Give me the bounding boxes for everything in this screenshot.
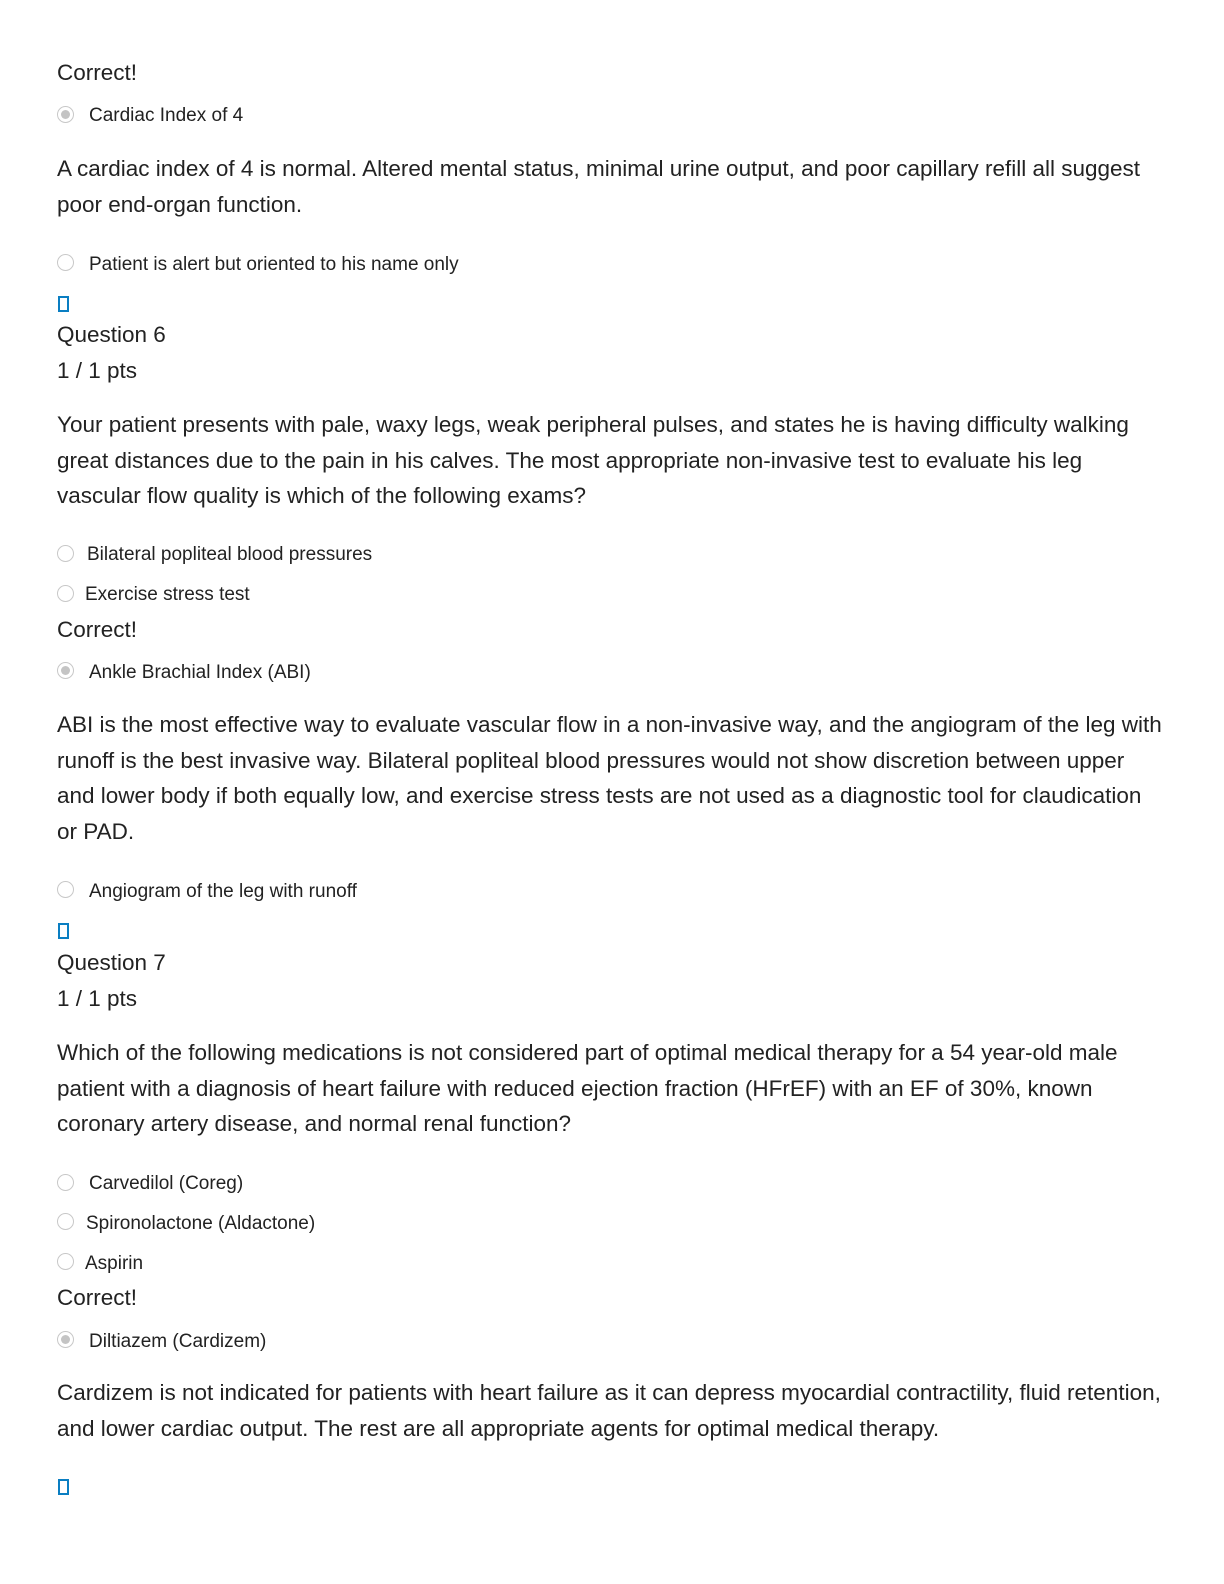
answer-feedback: ABI is the most effective way to evaluate vascular flow in a non-invasive way, and the angiogram of the leg with runoff is the best invasive way. Bilateral popliteal blood pressures would not show discretion between upper and lower body if both equally low, and exercise stress tests are not used as a diagnostic tool for claudication or PAD.	[57, 712, 1162, 844]
question-title: Question 7	[57, 950, 166, 975]
answer-option: Angiogram of the leg with runoff	[89, 881, 357, 902]
answer-feedback: A cardiac index of 4 is normal. Altered mental status, minimal urine output, and poor capillary refill all suggest poor end-organ function.	[57, 156, 1141, 217]
answer-option: Spironolactone (Aldactone)	[86, 1213, 316, 1234]
question-points: 1 / 1 pts	[57, 986, 138, 1011]
question-prompt: Which of the following medications is not considered part of optimal medical therapy for a 54 year-old male patient with a diagnosis of heart failure with reduced ejection fraction (HFrEF) with an EF of 30%, known coronary artery disease, and normal renal function?	[57, 1040, 1118, 1136]
radio-button-selected-icon[interactable]	[57, 106, 74, 123]
answer-option: Patient is alert but oriented to his name only	[89, 254, 459, 275]
question-title: Question 6	[57, 322, 166, 347]
question-points: 1 / 1 pts	[57, 358, 138, 383]
answer-option: Bilateral popliteal blood pressures	[87, 544, 373, 565]
flag-question-icon[interactable]	[58, 296, 69, 312]
answer-option-selected: Cardiac Index of 4	[89, 105, 244, 126]
radio-button-icon[interactable]	[57, 1174, 74, 1191]
radio-button-icon[interactable]	[57, 545, 74, 562]
answer-feedback: Cardizem is not indicated for patients with heart failure as it can depress myocardial contractility, fluid retention, and lower cardiac output. The rest are all appropriate agents for optimal medical therapy.	[57, 1380, 1161, 1441]
radio-button-icon[interactable]	[57, 254, 74, 271]
flag-question-icon[interactable]	[58, 1479, 69, 1495]
answer-option-selected: Ankle Brachial Index (ABI)	[89, 662, 311, 683]
answer-option: Aspirin	[85, 1253, 144, 1274]
radio-button-selected-icon[interactable]	[57, 1331, 74, 1348]
radio-button-icon[interactable]	[57, 585, 74, 602]
correct-label: Correct!	[57, 60, 138, 85]
correct-label: Correct!	[57, 617, 138, 642]
flag-question-icon[interactable]	[58, 923, 69, 939]
radio-button-icon[interactable]	[57, 1253, 74, 1270]
radio-button-selected-icon[interactable]	[57, 662, 74, 679]
question-prompt: Your patient presents with pale, waxy legs, weak peripheral pulses, and states he is having difficulty walking great distances due to the pain in his calves. The most appropriate non-invasive test to evaluate his leg vascular flow quality is which of the following exams?	[57, 412, 1129, 508]
answer-option-selected: Diltiazem (Cardizem)	[89, 1331, 267, 1352]
answer-option: Exercise stress test	[85, 584, 250, 605]
radio-button-icon[interactable]	[57, 881, 74, 898]
answer-option: Carvedilol (Coreg)	[89, 1173, 244, 1194]
correct-label: Correct!	[57, 1285, 138, 1310]
radio-button-icon[interactable]	[57, 1213, 74, 1230]
